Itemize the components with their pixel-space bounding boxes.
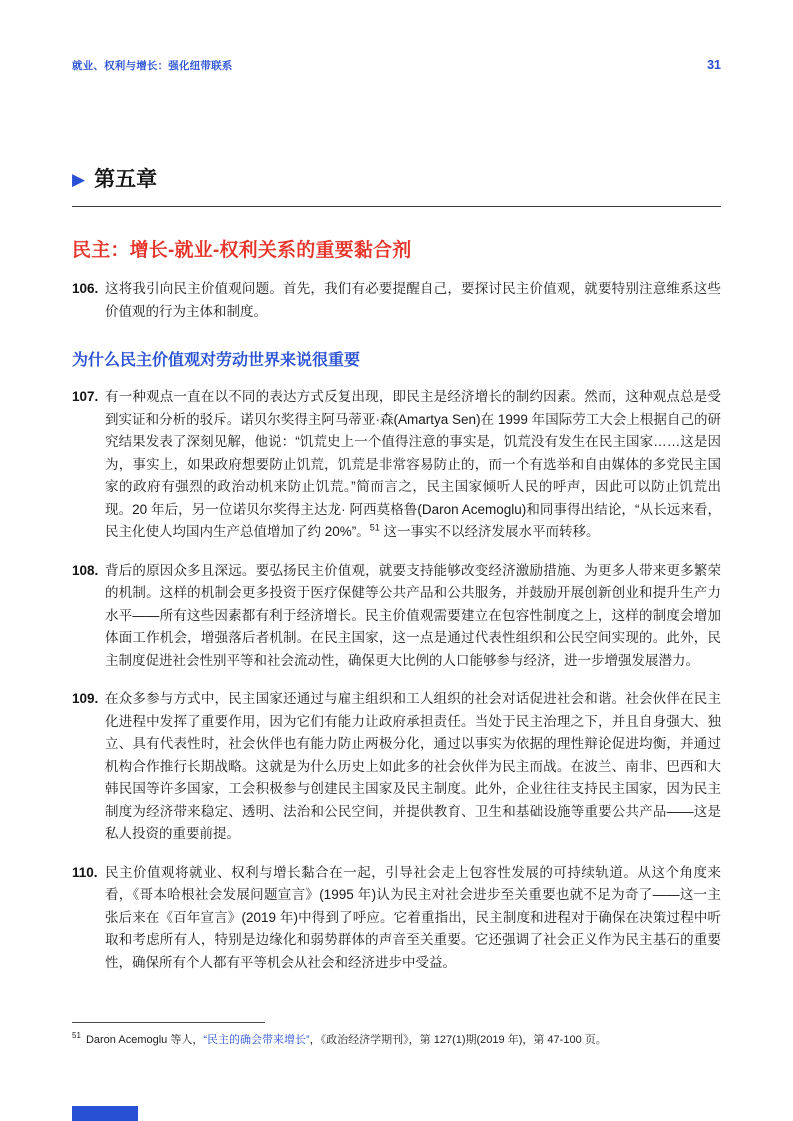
paragraph-number: 106. <box>72 281 99 296</box>
paragraph-number: 109. <box>72 691 99 706</box>
footnote-text-post: ，《政治经济学期刊》，第 127(1)期(2019 年)，第 47-100 页。 <box>309 1034 607 1046</box>
numbered-paragraph <box>72 688 721 846</box>
paragraph-text: 这将我引向民主价值观问题。首先，我们有必要提醒自己，要探讨民主价值观，就要特别注意维系这些价值观的行为主体和制度。 <box>105 281 721 319</box>
paragraph-text: 民主价值观将就业、权利与增长黏合在一起，引导社会走上包容性发展的可持续轨道。从这个角度来看，《哥本哈根社会发展问题宣言》(1995 年)认为民主对社会进步至关重要也就不足为奇了——这一主张后来在《百年宣言》(2019 年)中得到了呼应。它着重指出，民主制度和进程对于确保在决策过程中听取和考虑所有人，特别是边缘化和弱势群体的声音至关重要。它还强调了社会正义作为民主基石的重要性，确保所有个人都有平等机会从社会和经济进步中受益。 <box>105 864 721 970</box>
chapter-block <box>72 163 721 207</box>
chapter-title <box>72 163 721 193</box>
footnote-marker: 51 <box>72 1031 81 1041</box>
numbered-paragraph <box>72 386 721 544</box>
chapter-marker-icon: ▶ <box>72 169 86 189</box>
footnote-divider <box>72 1022 265 1023</box>
page-number: 31 <box>707 58 721 72</box>
content-area <box>72 278 721 974</box>
footnote-text-pre: Daron Acemoglu 等人， <box>82 1034 204 1046</box>
bottom-accent-bar <box>72 1106 138 1121</box>
numbered-paragraph <box>72 278 721 323</box>
paragraph-text: 在众多参与方式中，民主国家还通过与雇主组织和工人组织的社会对话促进社会和谐。社会伙伴在民主化进程中发挥了重要作用，因为它们有能力让政府承担责任。当处于民主治理之下，并且自身强大、独立、具有代表性时，社会伙伴也有能力防止两极分化，通过以事实为依据的理性辩论促进均衡，并通过机构合作推行长期战略。这就是为什么历史上如此多的社会伙伴为民主而战。在波兰、南非、巴西和大韩民国等许多国家，工会积极参与创建民主国家及民主制度。此外，企业往往支持民主国家，因为民主制度为经济带来稳定、透明、法治和公民空间，并提供教育、卫生和基础设施等重要公共产品——这是私人投资的重要前提。 <box>105 691 721 841</box>
subsection-heading: 为什么民主价值观对劳动世界来说很重要 <box>72 352 361 369</box>
paragraph-text: 有一种观点一直在以不同的表达方式反复出现，即民主是经济增长的制约因素。然而，这种观点总是受到实证和分析的驳斥。诺贝尔奖得主阿马蒂亚·森(Amartya Sen)在 1999 年国际劳工大会上根据自己的研究结果发表了深刻见解，他说：“饥荒史上一个值得注意的事实是，饥荒没有发生在民主国家……这是因为，事实上，如果政府想要防止饥荒，饥荒是非常容易防止的，而一个有选举和自由媒体的多党民主国家的政府有强烈的政治动机来防止饥荒。”简而言之，民主国家倾听人民的呼声，因此可以防止饥荒出现。20 年后，另一位诺贝尔奖得主达龙· 阿西莫格鲁(Daron Acemoglu)和同事得出结论，“从长远来看，民主化使人均国内生产总值增加了约 20%”。$^{51}$ 这一事实不以经济发展水平而转移。 <box>105 389 721 539</box>
footnote <box>72 1032 721 1048</box>
paragraph-number: 107. <box>72 389 99 404</box>
footnote-area <box>72 1022 721 1048</box>
section-title: 民主：增长-就业-权利关系的重要黏合剂 <box>72 240 412 261</box>
running-header: 就业、权利与增长：强化纽带联系 <box>72 60 233 72</box>
footnote-reference: 51 <box>369 522 380 533</box>
paragraph-number: 110. <box>72 864 98 880</box>
chapter-title-text: 第五章 <box>94 168 158 191</box>
numbered-paragraph <box>72 862 721 975</box>
paragraph-text: 背后的原因众多且深远。要弘扬民主价值观，就要支持能够改变经济激励措施、为更多人带来更多繁荣的机制。这样的机制会更多投资于医疗保健等公共产品和公共服务，并鼓励开展创新创业和提升生产力水平——所有这些因素都有利于经济增长。民主价值观需要建立在包容性制度之上，这样的制度会增加体面工作机会，增强落后者机制。在民主国家，这一点是通过代表性组织和公民空间实现的。此外，民主制度促进社会性别平等和社会流动性，确保更大比例的人口能够参与经济，进一步增强发展潜力。 <box>105 562 721 668</box>
chapter-divider <box>72 206 721 207</box>
numbered-paragraph <box>72 560 721 673</box>
page-header <box>0 0 793 73</box>
footnote-link[interactable]: “民主的确会带来增长” <box>203 1034 310 1046</box>
paragraph-number: 108. <box>72 562 99 578</box>
